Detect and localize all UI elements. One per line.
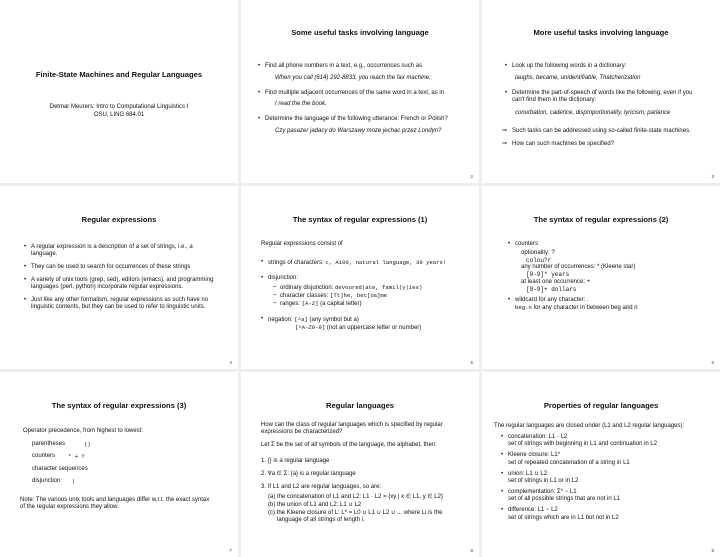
bullet: • Just like any other formalism, regular expressions as such have no — [31, 297, 208, 304]
label: strings of characters: — [268, 260, 324, 266]
slide-5 — [241, 186, 479, 369]
bullet-cont: language. — [31, 251, 58, 257]
page-number: 7 — [229, 548, 232, 553]
bullet: • A variety of unix tools (grep, sed), editors (emacs), and programming — [31, 277, 213, 284]
page-number: 4 — [229, 360, 232, 365]
precedence-symbol: () — [84, 441, 91, 448]
intro: Regular expressions consist of — [261, 241, 343, 247]
note: (any symbol but a) — [309, 317, 359, 323]
slide-1 — [0, 0, 238, 183]
bullet: • concatenation: L1 · L2 — [508, 434, 567, 441]
note: for any character in between beg and n — [533, 305, 638, 311]
slide-title: More useful tasks involving language — [533, 28, 669, 37]
bullet-desc: set of all possible strings that are not in L1 — [508, 496, 621, 502]
list-item: 2. ∀a ∈ Σ: {a} is a regular language — [261, 471, 356, 477]
question: expressions be characterized? — [261, 429, 343, 435]
slide-title: The syntax of regular expressions (3) — [51, 401, 187, 410]
code: colou?r — [526, 257, 552, 264]
precedence-symbol: * + ? — [68, 453, 85, 460]
slide-6 — [482, 186, 720, 369]
bullet: • disjunction: — [268, 275, 298, 282]
example: conurbation, cadence, disproportionality, lyricism, parlance — [515, 110, 671, 116]
bullet-desc: set of strings which are in L1 but not in L2 — [508, 515, 619, 521]
precedence-label: parentheses — [32, 441, 66, 447]
code: c, A100, natural language, 30 years! — [325, 259, 447, 266]
page-number: 2 — [470, 174, 473, 179]
page-number: 3 — [711, 174, 714, 179]
page-number: 6 — [711, 360, 714, 365]
precedence-label: counters — [32, 453, 56, 459]
list-subitem: (c) the Kleene closure of L: L* = L0 ∪ L1 ∪ L2 ∪ ... where Li is the — [268, 510, 443, 516]
precedence-label: character sequences — [32, 466, 88, 472]
page-number: 5 — [470, 360, 473, 365]
bullet: • wildcard for any character: . — [515, 297, 589, 304]
label: ranges: — [280, 301, 301, 307]
list-subitem: (b) the union of L1 and L2: L1 ∪ L2 — [268, 502, 362, 508]
slide-3 — [482, 0, 720, 183]
bullet: • Kleene closure: L1* — [508, 452, 560, 459]
bullet: • A regular expression is a description of a set of strings, i.e., a — [31, 244, 193, 251]
example: When you call (614) 292-8833, you reach the fax machine. — [275, 75, 431, 81]
code: beg.n — [515, 304, 532, 311]
code: [0-9]+ dollars — [526, 286, 577, 293]
label: ordinary disjunction: — [280, 285, 334, 291]
bullet: • They can be used to search for occurrences of these strings — [31, 264, 190, 271]
list-subitem: language of all strings of length i. — [277, 517, 365, 523]
note: (not an uppercase letter or number) — [326, 325, 422, 331]
slide-4 — [0, 186, 238, 369]
slide-title: The syntax of regular expressions (2) — [533, 215, 669, 224]
bullet: • complementation: Σ* − L1 — [508, 489, 577, 496]
bullet: • Determine the part-of-speech of words like the following, even if you — [512, 90, 692, 97]
note: of the regular expressions they allow. — [20, 504, 119, 510]
author: Detmar Meurers: Intro to Computational Linguistics I — [49, 104, 189, 110]
list-item: 1. {} is a regular language — [261, 458, 330, 464]
affiliation: OSU, LING 684.01 — [93, 112, 145, 118]
example: laughs, became, unidentifiable, Thatcherization — [515, 75, 641, 81]
bullet-cont: can't find them in the dictionary: — [512, 97, 597, 103]
bullet-cont: languages (perl, python) incorporate regular expressions. — [31, 284, 184, 290]
intro: The regular languages are closed under (L1 and L2 regular languages): — [494, 423, 685, 429]
bullet — [268, 259, 446, 267]
note: Note: The various unix tools and languages differ w.r.t. the exact syntax — [20, 497, 210, 503]
sub-item: at least one occurrence: + — [521, 279, 591, 285]
code: devoured|ate, famil(y|ies) — [335, 284, 423, 291]
code: [^A-Z0-9] — [295, 324, 326, 331]
slide-title: Finite-State Machines and Regular Languages — [35, 70, 203, 79]
slide-2 — [241, 0, 479, 183]
code: [^a] — [294, 316, 308, 323]
sub-item — [280, 300, 362, 308]
bullet: • union: L1 ∪ L2 — [508, 471, 547, 478]
precedence-symbol: | — [72, 478, 76, 485]
implication: ⇒ Such tasks can be addressed using so-called finite-state machines. — [512, 128, 691, 135]
code: [Tt]he, bec[oa]me — [330, 292, 388, 299]
example: I read the the book. — [275, 101, 327, 107]
slide-8 — [241, 372, 479, 557]
bullet: • Find multiple adjacent occurrences of the same word in a text, as in — [265, 90, 444, 97]
bullet-desc: set of repeated concatenation of a string in L1 — [508, 460, 630, 466]
slide-title: Some useful tasks involving language — [291, 28, 429, 37]
example: Czy pasazer jadacy do Warszawy moze jechac przez Londyn? — [275, 128, 442, 134]
page-number: 8 — [470, 548, 473, 553]
precedence-label: disjunction — [32, 478, 61, 484]
note: (a capital letter) — [320, 301, 362, 307]
bullet-cont: linguistic contents, but they can be used to refer to linguistic units. — [31, 304, 206, 310]
bullet: • Find all phone numbers in a text, e.g., occurrences such as — [265, 63, 422, 70]
bullet: • counters — [515, 241, 538, 248]
label: character classes: — [280, 293, 329, 299]
sub-item: optionality: ? — [521, 250, 555, 256]
slide-9 — [482, 372, 720, 557]
bullet-desc: set of strings with beginning in L1 and continuation in L2 — [508, 441, 658, 447]
slide-title: Regular languages — [326, 401, 394, 410]
question: How can the class of regular languages which is specified by regular — [261, 422, 443, 428]
implication: ⇒ How can such machines be specified? — [512, 141, 614, 148]
bullet: • difference: L1 − L2 — [508, 507, 558, 514]
bullet: • Look up the following words in a dictionary: — [512, 63, 626, 70]
code: [0-9]* years — [526, 271, 570, 278]
bullet: • Determine the language of the following utterance: French or Polish? — [265, 116, 448, 123]
slide-title: Properties of regular languages — [543, 401, 659, 410]
label: negation: — [268, 317, 293, 323]
slide-title: The syntax of regular expressions (1) — [292, 215, 428, 224]
sub-item — [295, 324, 421, 332]
page-number: 9 — [711, 548, 714, 553]
slide-7 — [0, 372, 238, 557]
code: [A-Z] — [301, 300, 319, 307]
bullet-desc: set of strings in L1 or in L2 — [508, 478, 579, 484]
definition: Let Σ be the set of all symbols of the language, the alphabet, then: — [261, 442, 437, 448]
list-subitem: (a) the concatenation of L1 and L2: L1 · L2 = {xy | x ∈ L1, y ∈ L2} — [268, 494, 443, 500]
sub-item: any number of occurrences: * (Kleene star) — [521, 264, 636, 270]
slide-title: Regular expressions — [81, 215, 157, 224]
sub-item — [515, 304, 638, 312]
intro: Operator precedence, from highest to lowest: — [23, 428, 144, 434]
list-item: 3. If L1 and L2 are regular languages, so are: — [261, 484, 382, 490]
